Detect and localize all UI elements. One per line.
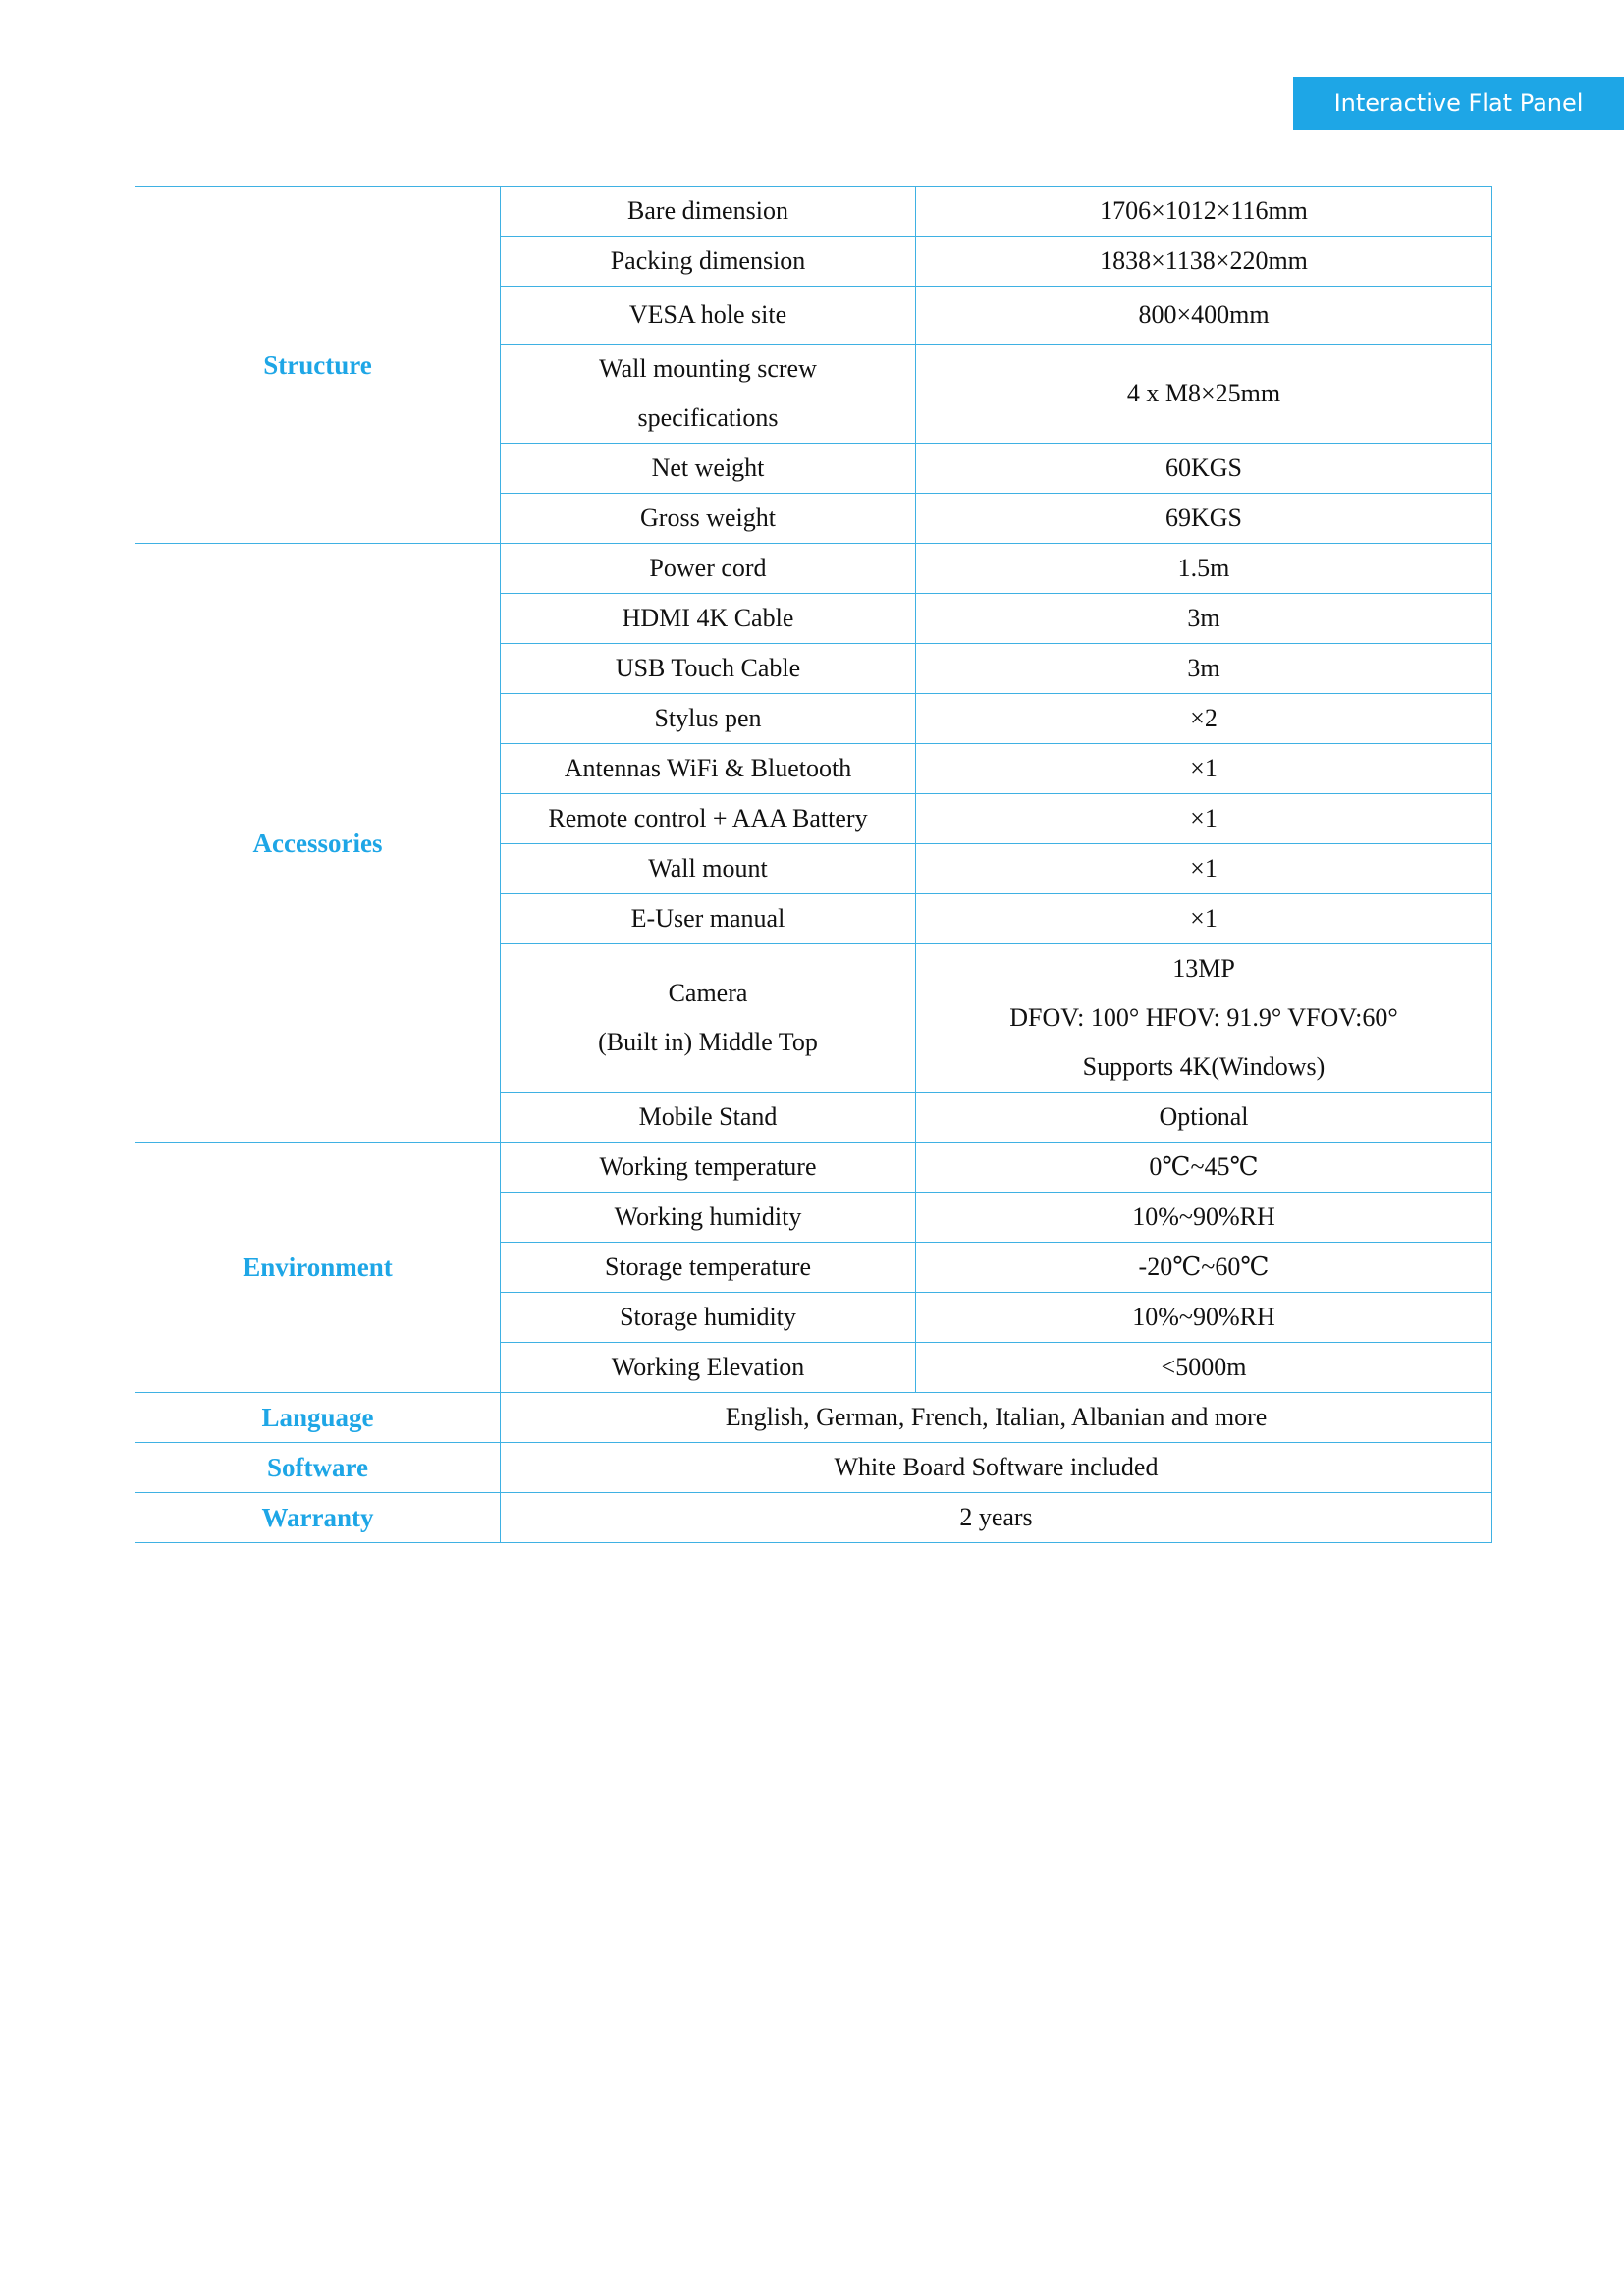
category-warranty: Warranty [135, 1493, 501, 1543]
table-row [135, 544, 1492, 594]
spec-value: <5000m [916, 1343, 1492, 1393]
spec-name-line: specifications [637, 403, 779, 432]
spec-value: 1706×1012×116mm [916, 187, 1492, 237]
spec-value: ×1 [916, 844, 1492, 894]
category-software: Software [135, 1443, 501, 1493]
spec-table [135, 186, 1492, 1543]
spec-name-line: (Built in) Middle Top [598, 1028, 818, 1056]
spec-value: ×1 [916, 744, 1492, 794]
spec-name: Working Elevation [501, 1343, 916, 1393]
spec-name: Stylus pen [501, 694, 916, 744]
spec-value [916, 944, 1492, 1093]
category-language: Language [135, 1393, 501, 1443]
spec-name: Storage temperature [501, 1243, 916, 1293]
spec-value: 10%~90%RH [916, 1293, 1492, 1343]
spec-value-line: Supports 4K(Windows) [1082, 1052, 1326, 1081]
spec-name: VESA hole site [501, 287, 916, 345]
table-row [135, 187, 1492, 237]
spec-name: E-User manual [501, 894, 916, 944]
spec-name: Remote control + AAA Battery [501, 794, 916, 844]
spec-value-line: 13MP [1172, 954, 1235, 983]
spec-name [501, 944, 916, 1093]
spec-value: 60KGS [916, 444, 1492, 494]
spec-value: 3m [916, 644, 1492, 694]
spec-name: Antennas WiFi & Bluetooth [501, 744, 916, 794]
spec-value: 1.5m [916, 544, 1492, 594]
spec-value: English, German, French, Italian, Albanian and more [501, 1393, 1492, 1443]
table-row [135, 1393, 1492, 1443]
spec-value: 3m [916, 594, 1492, 644]
table-row [135, 1143, 1492, 1193]
spec-name: Mobile Stand [501, 1093, 916, 1143]
spec-name: Storage humidity [501, 1293, 916, 1343]
header-badge: Interactive Flat Panel [1293, 77, 1624, 130]
spec-name: Working humidity [501, 1193, 916, 1243]
table-row [135, 1493, 1492, 1543]
spec-value: 1838×1138×220mm [916, 237, 1492, 287]
spec-name-line: Wall mounting screw [599, 354, 817, 383]
spec-value: ×1 [916, 894, 1492, 944]
spec-name: Wall mount [501, 844, 916, 894]
spec-name: Gross weight [501, 494, 916, 544]
spec-value: 69KGS [916, 494, 1492, 544]
spec-name: HDMI 4K Cable [501, 594, 916, 644]
spec-value: 0℃~45℃ [916, 1143, 1492, 1193]
spec-name [501, 345, 916, 444]
category-accessories: Accessories [135, 544, 501, 1143]
spec-name: USB Touch Cable [501, 644, 916, 694]
spec-value: 10%~90%RH [916, 1193, 1492, 1243]
spec-name-line: Camera [668, 979, 748, 1007]
category-structure: Structure [135, 187, 501, 544]
spec-value: ×2 [916, 694, 1492, 744]
spec-value: ×1 [916, 794, 1492, 844]
spec-value-line: DFOV: 100° HFOV: 91.9° VFOV:60° [1009, 1003, 1398, 1032]
spec-value: 2 years [501, 1493, 1492, 1543]
spec-name: Power cord [501, 544, 916, 594]
category-environment: Environment [135, 1143, 501, 1393]
spec-name: Net weight [501, 444, 916, 494]
spec-value: 4 x M8×25mm [916, 345, 1492, 444]
spec-value: -20℃~60℃ [916, 1243, 1492, 1293]
spec-value: White Board Software included [501, 1443, 1492, 1493]
spec-name: Bare dimension [501, 187, 916, 237]
spec-value: 800×400mm [916, 287, 1492, 345]
spec-value: Optional [916, 1093, 1492, 1143]
spec-name: Working temperature [501, 1143, 916, 1193]
spec-name: Packing dimension [501, 237, 916, 287]
table-row [135, 1443, 1492, 1493]
